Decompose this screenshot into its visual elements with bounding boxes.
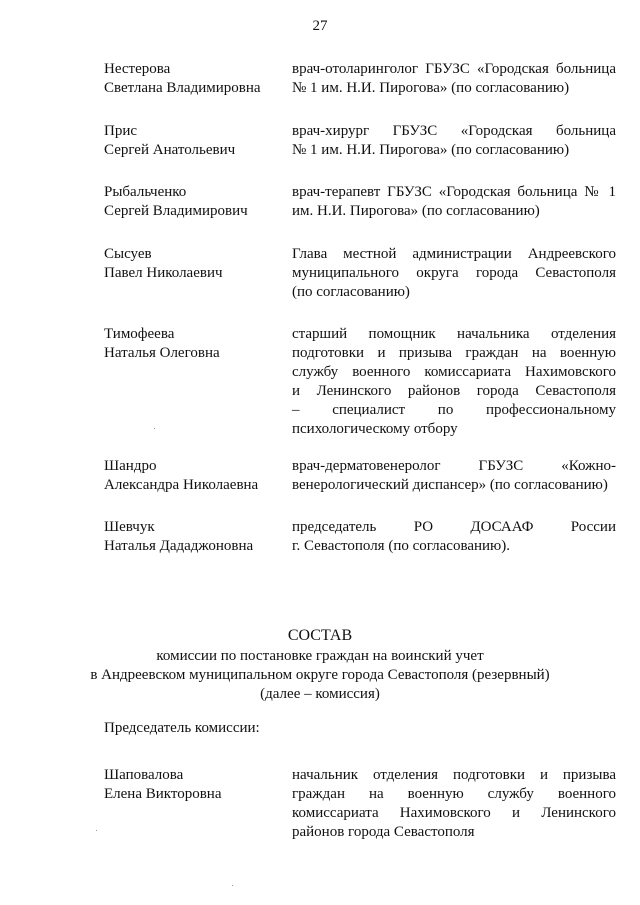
role-line: психологическому отбору bbox=[292, 421, 458, 437]
composition-title: СОСТАВ bbox=[287, 627, 353, 644]
member-name bbox=[104, 60, 284, 98]
role-line: подготовки и призыва граждан на военную bbox=[292, 345, 616, 361]
member-given-name: Наталья Олеговна bbox=[104, 345, 220, 361]
role-line: врач-дерматовенеролог ГБУЗС «Кожно- bbox=[292, 458, 616, 474]
role-line: начальник отделения подготовки и призыва bbox=[292, 767, 616, 783]
member-name bbox=[104, 183, 284, 221]
member-name bbox=[104, 518, 284, 556]
member-role bbox=[292, 122, 616, 160]
member-given-name: Павел Николаевич bbox=[104, 265, 223, 281]
member-role bbox=[292, 518, 616, 556]
chair-surname: Шаповалова bbox=[104, 767, 184, 783]
role-line: врач-хирург ГБУЗС «Городская больница bbox=[292, 123, 616, 139]
role-line: г. Севастополя (по согласованию). bbox=[292, 538, 510, 554]
composition-heading bbox=[0, 626, 640, 704]
role-line: муниципального округа города Севастополя bbox=[292, 265, 616, 281]
member-role bbox=[292, 183, 616, 221]
role-line: № 1 им. Н.И. Пирогова» (по согласованию) bbox=[292, 142, 570, 158]
member-surname: Нестерова bbox=[104, 61, 171, 77]
scan-speck bbox=[232, 885, 233, 886]
chair-name bbox=[104, 766, 284, 804]
role-line: врач-терапевт ГБУЗС «Городская больница № 1 bbox=[292, 184, 616, 200]
page-number: 27 bbox=[312, 18, 328, 34]
member-given-name: Сергей Владимирович bbox=[104, 203, 248, 219]
role-line: венерологический диспансер» (по согласованию) bbox=[292, 477, 608, 493]
role-line: – специалист по профессиональному bbox=[292, 402, 616, 418]
composition-subtitle-line: в Андреевском муниципальном округе города Севастополя (резервный) bbox=[90, 667, 550, 683]
role-line: врач-отоларинголог ГБУЗС «Городская больница bbox=[292, 61, 616, 77]
role-line: № 1 им. Н.И. Пирогова» (по согласованию) bbox=[292, 80, 570, 96]
role-line: службу военного комиссариата Нахимовского bbox=[292, 364, 616, 380]
role-line: старший помощник начальника отделения bbox=[292, 326, 616, 342]
member-given-name: Александра Николаевна bbox=[104, 477, 259, 493]
member-surname: Шандро bbox=[104, 458, 157, 474]
role-line: комиссариата Нахимовского и Ленинского bbox=[292, 805, 616, 821]
scan-speck bbox=[96, 830, 97, 831]
member-role bbox=[292, 325, 616, 439]
member-surname: Тимофеева bbox=[104, 326, 175, 342]
composition-subtitle-line: комиссии по постановке граждан на воинский учет bbox=[156, 648, 484, 664]
role-line: Глава местной администрации Андреевского bbox=[292, 246, 616, 262]
member-role bbox=[292, 60, 616, 98]
member-role bbox=[292, 245, 616, 302]
member-given-name: Светлана Владимировна bbox=[104, 80, 261, 96]
member-name bbox=[104, 122, 284, 160]
role-line: председатель РО ДОСААФ России bbox=[292, 519, 616, 535]
role-line: им. Н.И. Пирогова» (по согласованию) bbox=[292, 203, 540, 219]
member-name bbox=[104, 245, 284, 283]
member-given-name: Сергей Анатольевич bbox=[104, 142, 236, 158]
chair-role bbox=[292, 766, 616, 842]
role-line: (по согласованию) bbox=[292, 284, 410, 300]
chair-given-name: Елена Викторовна bbox=[104, 786, 222, 802]
member-name bbox=[104, 325, 284, 363]
member-surname: Шевчук bbox=[104, 519, 155, 535]
chair-label: Председатель комиссии: bbox=[104, 720, 260, 736]
member-role bbox=[292, 457, 616, 495]
role-line: граждан на военную службу военного bbox=[292, 786, 616, 802]
member-surname: Прис bbox=[104, 123, 138, 139]
member-name bbox=[104, 457, 284, 495]
member-surname: Рыбальченко bbox=[104, 184, 187, 200]
role-line: районов города Севастополя bbox=[292, 824, 475, 840]
member-surname: Сысуев bbox=[104, 246, 152, 262]
member-given-name: Наталья Дададжоновна bbox=[104, 538, 254, 554]
role-line: и Ленинского районов города Севастополя bbox=[292, 383, 616, 399]
scan-speck bbox=[154, 428, 155, 429]
composition-subtitle-line: (далее – комиссия) bbox=[260, 686, 380, 702]
